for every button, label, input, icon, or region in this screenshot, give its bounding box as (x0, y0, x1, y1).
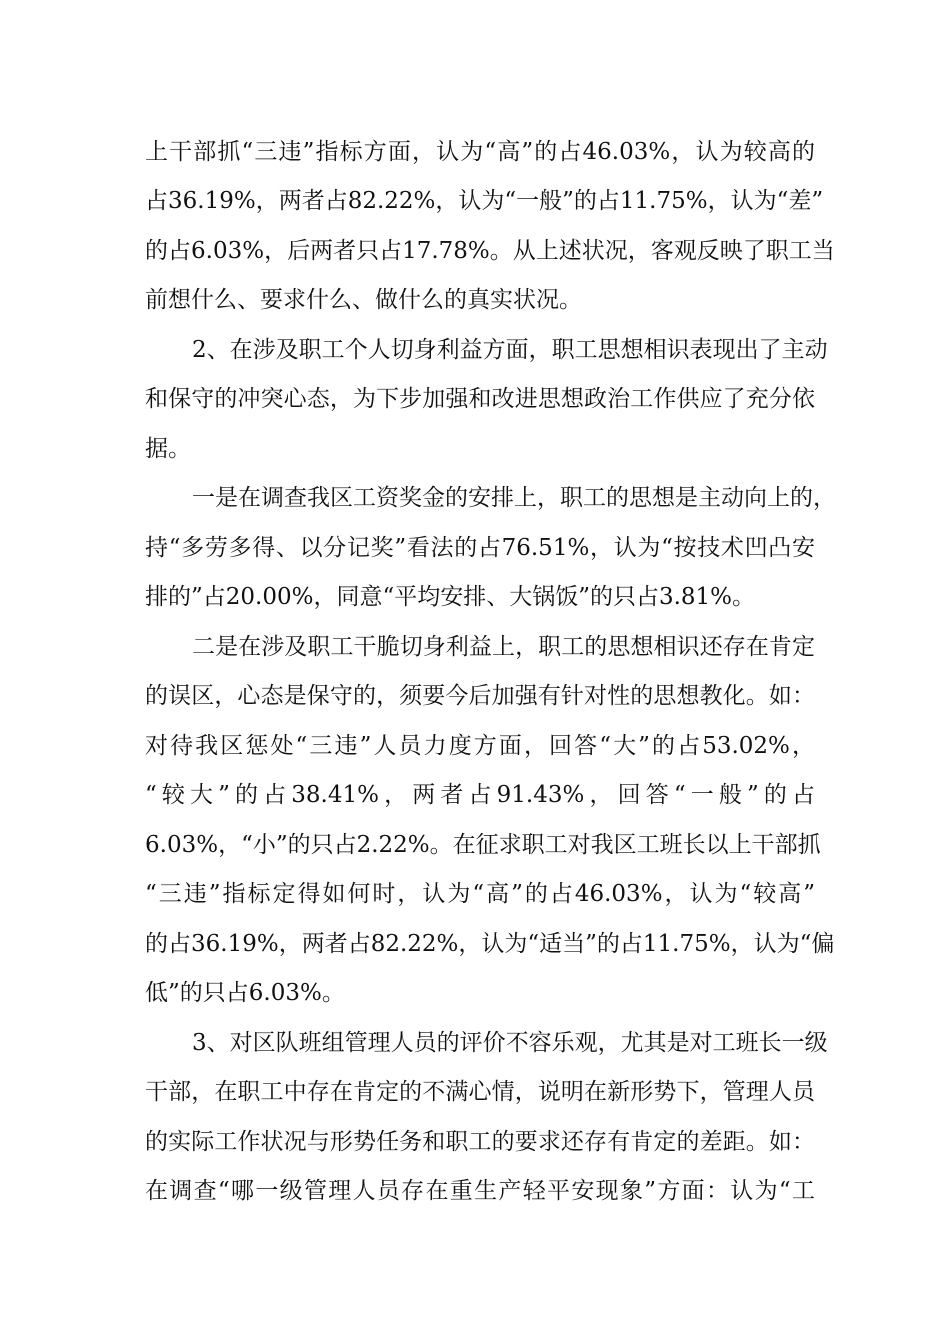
text-line: 的占36.19%，两者占82.22%，认为“适当”的占11.75%，认为“偏 (145, 931, 835, 957)
text-line: “三违”指标定得如何时，认为“高”的占46.03%，认为“较高” (145, 881, 815, 907)
text-line: 的实际工作状况与形势任务和职工的要求还存有肯定的差距。如： (145, 1129, 815, 1155)
text-line: 和保守的冲突心态，为下步加强和改进思想政治工作供应了充分依 (145, 386, 815, 412)
text-line: 前想什么、要求什么、做什么的真实状况。 (145, 287, 582, 313)
text-line: 的占6.03%，后两者只占17.78%。从上述状况，客观反映了职工当 (145, 238, 835, 264)
text-line: 6.03%，“小”的只占2.22%。在征求职工对我区工班长以上干部抓 (145, 832, 821, 858)
text-line: 2、在涉及职工个人切身利益方面，职工思想相识表现出了主动 (192, 337, 828, 363)
text-line: 干部，在职工中存在肯定的不满心情，说明在新形势下，管理人员 (145, 1079, 815, 1105)
text-line: 对待我区惩处“三违”人员力度方面，回答“大”的占53.02%， (145, 733, 815, 759)
text-line: 的误区，心态是保守的，须要今后加强有针对性的思想教化。如： (145, 683, 815, 709)
text-line: 二是在涉及职工干脆切身利益上，职工的思想相识还存在肯定 (192, 634, 815, 660)
text-line: “较大”的占38.41%，两者占91.43%，回答“一般”的占 (145, 782, 815, 808)
text-line: 3、对区队班组管理人员的评价不容乐观，尤其是对工班长一级 (192, 1030, 828, 1056)
text-line: 低”的只占6.03%。 (145, 980, 345, 1006)
text-line: 一是在调查我区工资奖金的安排上，职工的思想是主动向上的， (192, 485, 836, 511)
text-line: 排的”占20.00%，同意“平均安排、大锅饭”的只占3.81%。 (145, 584, 756, 610)
text-line: 上干部抓“三违”指标方面，认为“高”的占46.03%，认为较高的 (145, 139, 815, 165)
text-line: 持“多劳多得、以分记奖”看法的占76.51%，认为“按技术凹凸安 (145, 535, 815, 561)
text-line: 在调查“哪一级管理人员存在重生产轻平安现象”方面：认为“工 (145, 1178, 815, 1204)
text-line: 占36.19%，两者占82.22%，认为“一般”的占11.75%，认为“差” (145, 188, 824, 214)
text-line: 据。 (145, 436, 191, 462)
